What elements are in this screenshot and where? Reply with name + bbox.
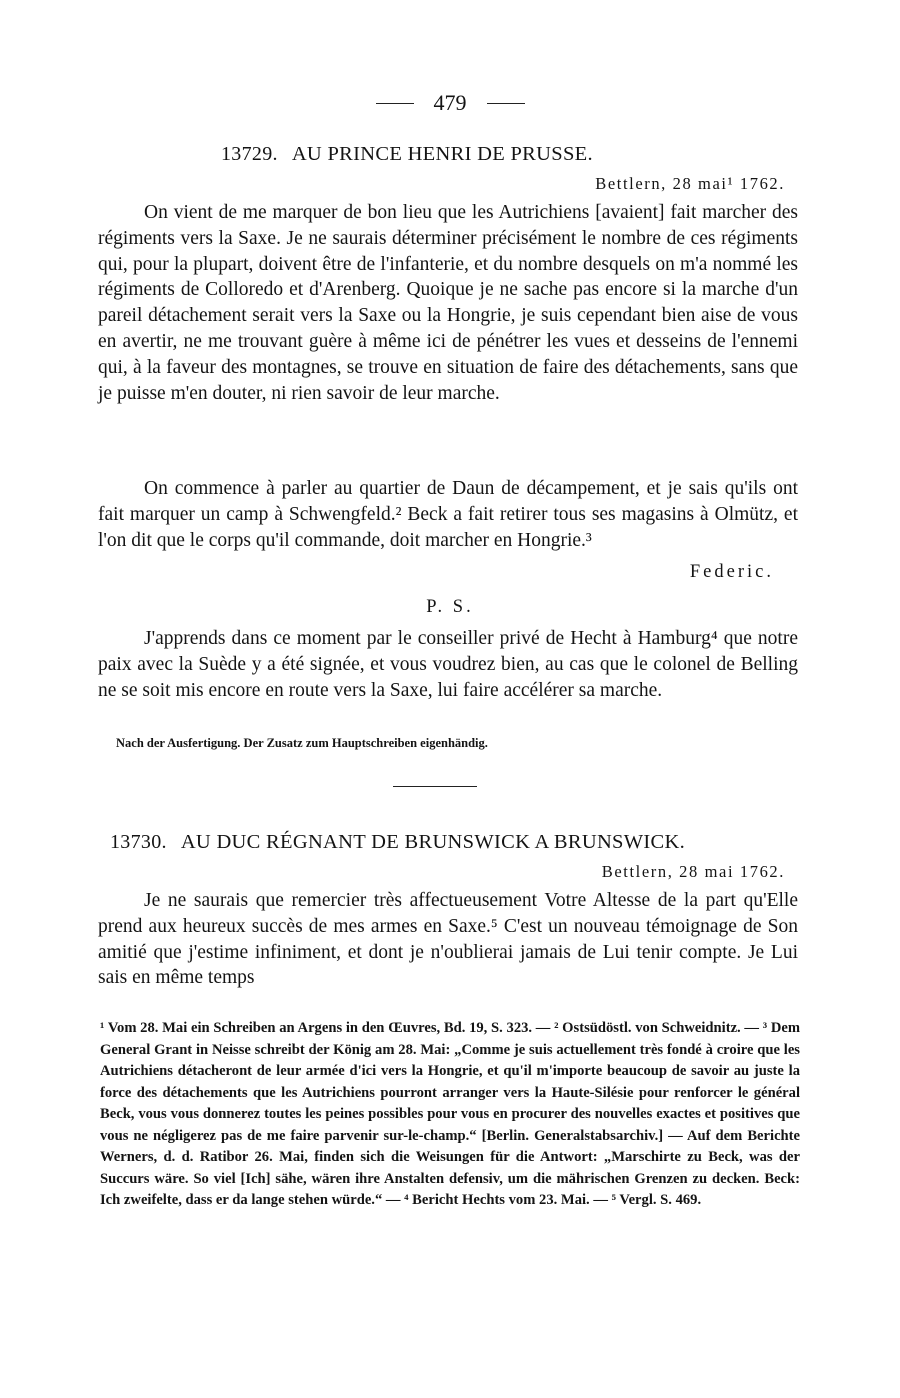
letter-2-title: AU DUC RÉGNANT DE BRUNSWICK A BRUNSWICK. [180,831,686,853]
header-rule-right [487,103,525,104]
letter-1-title: AU PRINCE HENRI DE PRUSSE. [291,143,593,165]
section-divider [393,786,477,787]
letter-1-signature: Federic. [689,562,774,582]
footnote-2: ² Ostsüdöstl. von Schweidnitz. — [554,1020,760,1036]
letter-1-date: Bettlern, 28 mai¹ 1762. [595,174,785,193]
running-header [0,90,900,116]
letter-2-heading [110,831,790,854]
footnotes [100,1018,800,1212]
letter-2-number: 13730. [110,831,167,853]
letter-1-heading [221,143,900,166]
footnote-1: ¹ Vom 28. Mai ein Schreiben an Argens in den Œuvres, Bd. 19, S. 323. — [100,1020,551,1036]
letter-2-date: Bettlern, 28 mai 1762. [601,862,785,881]
ps-heading: P. S. [426,597,474,617]
footnote-4: ⁴ Bericht Hechts vom 23. Mai. — [404,1192,608,1208]
ps-paragraph: J'apprends dans ce moment par le conseiller privé de Hecht à Hamburg⁴ que notre paix avec la Suède y a été signée, et vous voudrez bien, au cas que le colonel de Belling ne se soit mis encore en route vers la Saxe, lui faire accélérer sa marche. [98,628,798,701]
footnote-3: ³ Dem General Grant in Neisse schreibt der König am 28. Mai: „Comme je suis actuellement très fondé à croire que les Autrichiens détacheront de leur armée d'ici vers la Hongrie, et qu'il m'importe beaucoup de savoir au juste la force des détachements que les Autrichiens pourront arranger vers la Haute-Silésie pour renforcer le général Beck, vous vous donnerez toutes les peines possibles pour vous en procurer des nouvelles exactes et positives que vous ne négligerez pas de me faire parvenir sur-le-champ.“ [Berlin. Generalstabsarchiv.] — Auf dem Berichte Werners, d. d. Ratibor 26. Mai, finden sich die Weisungen für die Antwort: „Marschirte zu Beck, was der Succurs wäre. So viel [Ich] sähe, wären ihre Anstalten defensiv, um die mährischen Grenzen zu decken. Beck: Ich zweifelte, dass er da lange stehen würde.“ — [100,1020,800,1208]
letter-1-paragraph-2: On commence à parler au quartier de Daun de décampement, et je sais qu'ils ont fait marquer un camp à Schwengfeld.² Beck a fait retirer tous ses magasins à Olmütz, et l'on dit que le corps qu'il commande, doit marcher en Hongrie.³ [98,478,798,551]
header-rule-left [376,103,414,104]
page-number: 479 [433,90,467,115]
footnote-5: ⁵ Vergl. S. 469. [611,1192,702,1208]
source-note: Nach der Ausfertigung. Der Zusatz zum Hauptschreiben eigenhändig. [116,736,488,750]
letter-1-paragraph-1: On vient de me marquer de bon lieu que les Autrichiens [avaient] fait marcher des régiments vers la Saxe. Je ne saurais déterminer précisément le nombre de ces régiments qui, pour la plupart, doivent être de l'infanterie, et du nombre desquels on m'a nommé les régiments de Colloredo et d'Arenberg. Quoique je ne sache pas encore si la marche d'un pareil détachement serait vers la Saxe ou la Hongrie, je suis cependant bien aise de vous en avertir, ne me trouvant guère à même ici de pénétrer les vues et desseins de l'ennemi qui, à la faveur des montagnes, se trouve en situation de faire des détachements, sans que je puisse m'en douter, ni rien savoir de leur marche. [98,202,798,404]
letter-2-paragraph-1: Je ne saurais que remercier très affectueusement Votre Altesse de la part qu'Elle prend aux heureux succès de mes armes en Saxe.⁵ C'est un nouveau témoignage de Son amitié que j'estime infiniment, et dont je n'oublierai jamais de Lui tenir compte. Je Lui sais en même temps [98,890,798,989]
letter-1-number: 13729. [221,143,278,165]
